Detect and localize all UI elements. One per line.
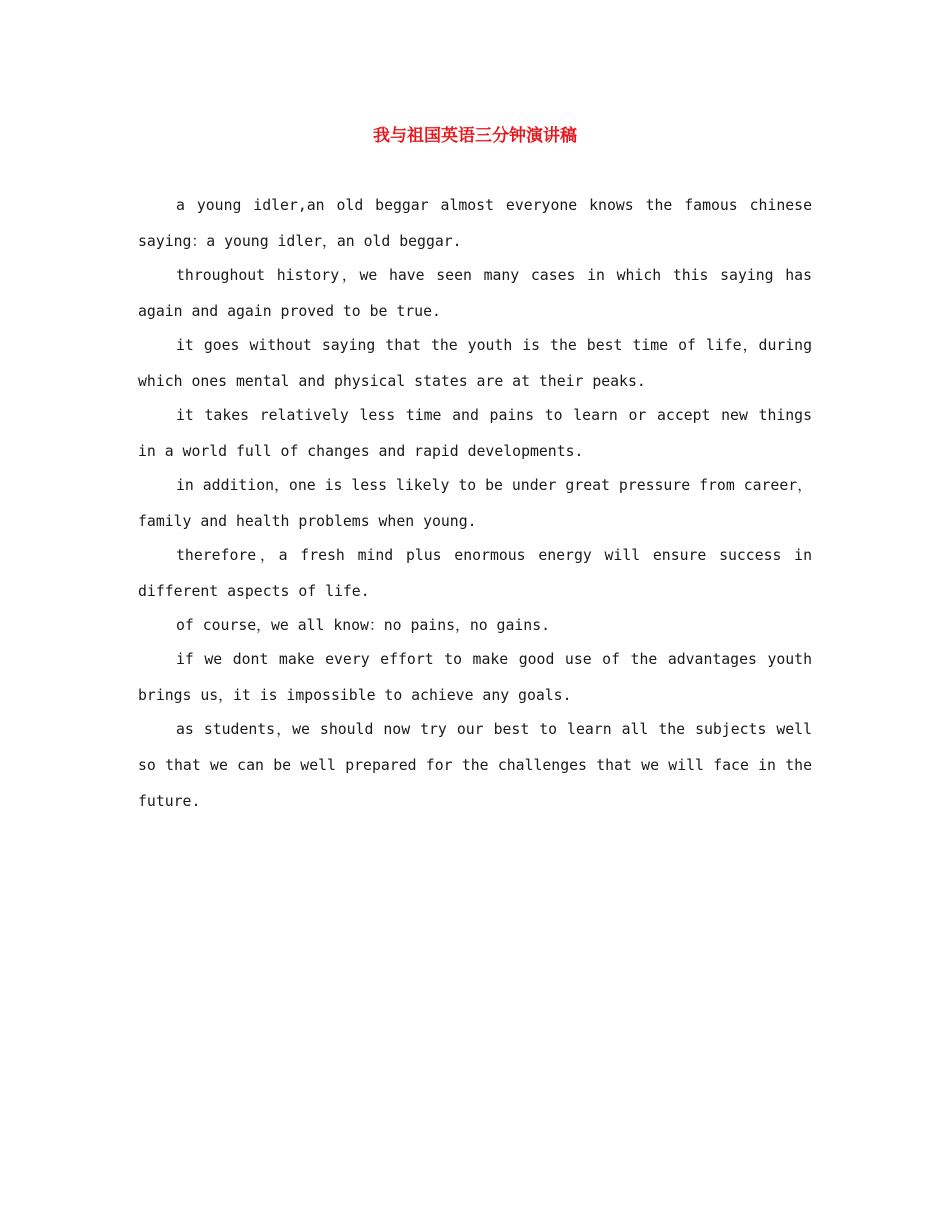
- paragraph: as students，we should now try our best to learn all the subjects well so that we can be well prepared for the challenges that we will face in the future.: [138, 721, 812, 810]
- paragraph: it takes relatively less time and pains to learn or accept new things in a world full of changes and rapid developments.: [138, 407, 812, 460]
- paragraph: if we dont make every effort to make good use of the advantages youth brings us，it is impossible to achieve any goals.: [138, 651, 812, 704]
- paragraph: throughout history，we have seen many cases in which this saying has again and again proved to be true.: [138, 267, 812, 320]
- page-title: 我与祖国英语三分钟演讲稿: [373, 126, 577, 146]
- paragraph: of course，we all know：no pains，no gains.: [176, 617, 551, 634]
- paragraph: a young idler,an old beggar almost everyone knows the famous chinese saying：a young idler，an old beggar.: [138, 197, 812, 250]
- paragraph: in addition，one is less likely to be under great pressure from career，family and health problems when young.: [138, 477, 812, 530]
- paragraph: therefore，a fresh mind plus enormous energy will ensure success in different aspects of life.: [138, 547, 812, 600]
- document-body: [138, 188, 812, 818]
- paragraph: it goes without saying that the youth is the best time of life，during which ones mental and physical states are at their peaks.: [138, 337, 812, 390]
